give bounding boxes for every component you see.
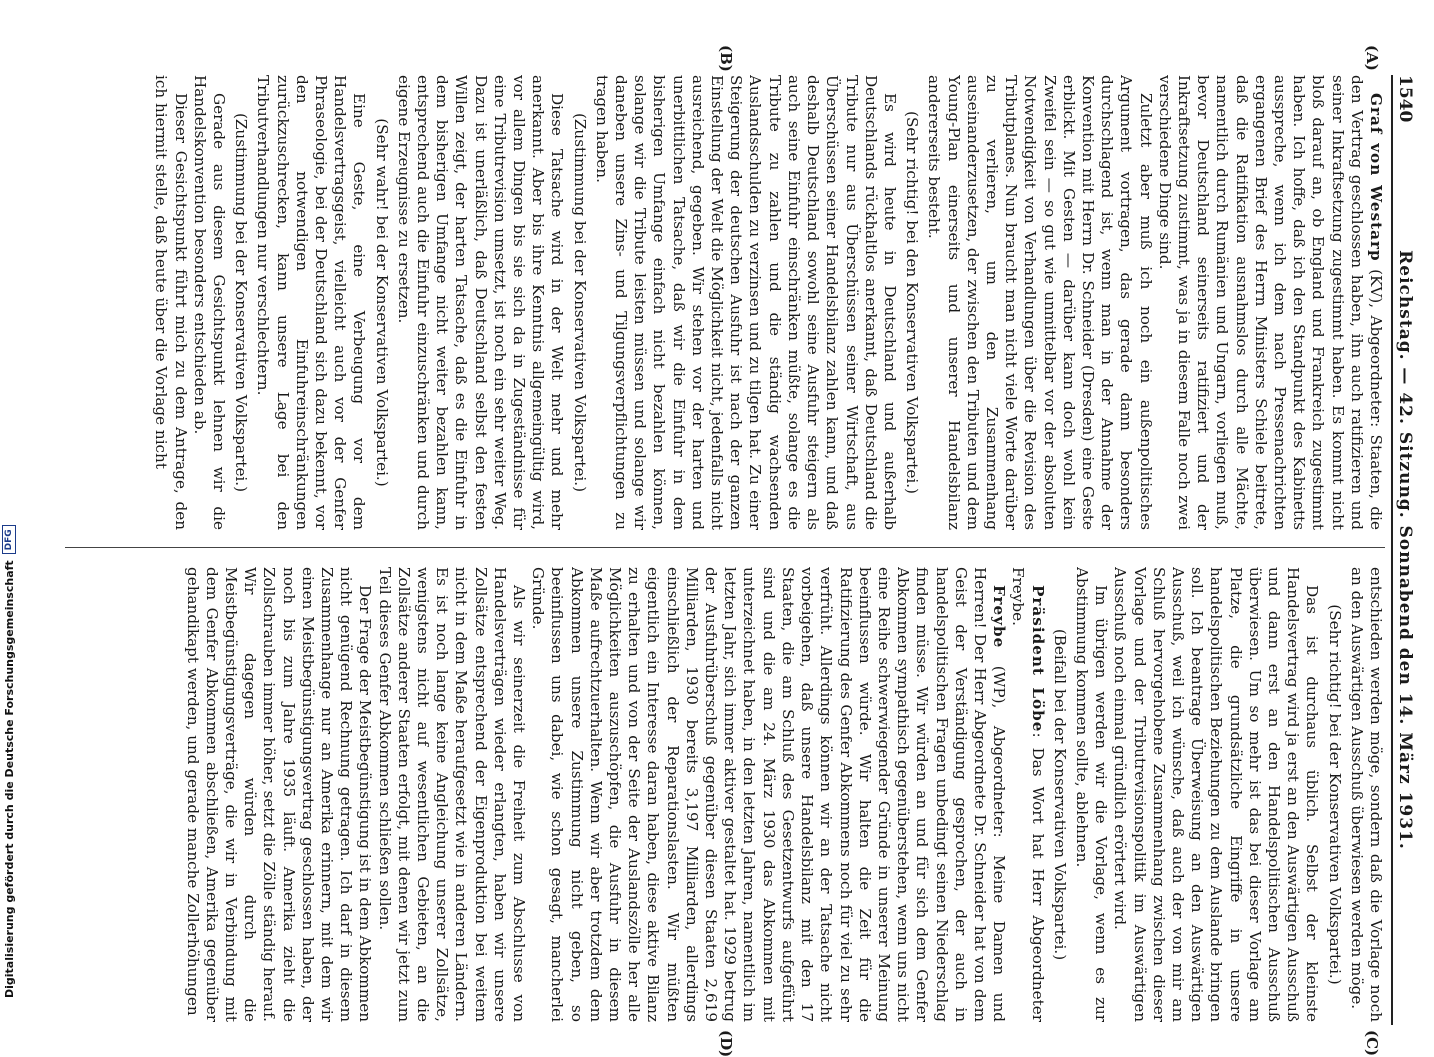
paragraph <box>1072 567 1110 1022</box>
funding-note: Digitalisierung gefördert durch die Deutsche Forschungsgemeinschaft <box>2 560 16 998</box>
right-column <box>45 567 1385 1022</box>
paragraph <box>592 75 899 530</box>
paragraph-text: Zuletzt aber muß ich noch ein außenpolitisches Argument vortragen, das gerade dann besonders durchschlagend ist, wenn man in der Annahme der Konvention mit Herrn Dr. Schneider (Dresden) eine Geste erblickt. Mit Gesten — darüber kann doch wohl kein Zweifel sein — so gut wie unmittelbar vor der absoluten Notwendigkeit von Verhandlungen über die Revision des Tributplanes. Nun braucht man nicht viele Worte darüber zu verlieren, um den Zusammenhang auseinanderzusetzen, der zwischen den Tributen und dem Young-Plan einerseits und unserer Handelsbilanz andererseits besteht. <box>925 75 1155 530</box>
paragraph-text: Im übrigen werden wir die Vorlage, wenn es zur Abstimmung kommen sollte, ablehnen. <box>1072 567 1111 1022</box>
paragraph-text: Es wird heute in Deutschland und außerhalb Deutschlands rückhaltlos anerkannt, daß Deutschland die Tribute nur aus Überschüssen seiner Wirtschaft, aus Überschüssen seiner Handelsbilanz zahlen kann, und daß deshalb Deutschland sowohl seine Ausfuhr steigern als auch seine Einfuhr einschränken müßte, solange es die Tribute zu zahlen und die ständig wachsenden Auslandsschulden zu verzinsen und zu tilgen hat. Zu einer Steigerung der deutschen Ausfuhr ist nach der ganzen Einstellung der Welt die Möglichkeit nicht, jedenfalls nicht ausreichend, gegeben. Wir stehen vor der harten und unerbittlichen Tatsache, daß wir die Einfuhr in dem bisherigen Umfange einfach nicht bezahlen können, solange wir die Tribute leisten müssen und solange wir daneben unsere Zins- und Tilgungsverpflichtungen zu tragen haben. <box>592 75 899 530</box>
paragraph-text: Diese Tatsache wird in der Welt mehr und mehr anerkannt. Aber bis ihre Kenntnis allgemeingültig wird, vor allem Dingen bis sie sich da in Zugeständnisse für eine Tributrevision umsetzt, ist noch ein sehr weiter Weg. Dazu ist unerläßlich, daß Deutschland selbst den festen Willen zeigt, der harten Tatsache, daß es die Einfuhr in dem bisherigen Umfange nicht weiter bezahlen kann, entsprechend auch die Einfuhr einzuschränken und durch eigene Erzeugnisse zu ersetzen. <box>394 75 567 530</box>
paragraph-text: Eine Geste, eine Verbeugung vor dem Handelsvertragsgeist, vielleicht auch vor der Genfer Phraseologie, bei der Deutschland sich dazu bekennt, vor den notwendigen Einfuhreinschränkungen zurückzuschrecken, kann unsere Lage bei den Tributverhandlungen nur verschlechtern. <box>254 75 369 530</box>
paragraph-text: Als wir seinerzeit die Freiheit zum Abschlusse von Handelsverträgen wieder erlangten, haben wir unsere Zollsätze entsprechend der Eigenproduktion bei weitem nicht in dem Maße heraufgesetzt wie in anderen Ländern. Es ist noch lange keine Angleichung unserer Zollsätze, wenigstens nicht auf wesentlichen Gebieten, an die Zollsätze anderer Staaten erfolgt, mit denen wir jetzt zum Teil dieses Genfer Abkommen schließen sollen. <box>375 567 529 1022</box>
paragraph <box>924 75 1154 530</box>
paragraph <box>1155 75 1385 530</box>
interjection: (Sehr richtig! bei der Konservativen Volkspartei.) <box>1325 604 1344 985</box>
paragraph <box>190 75 228 530</box>
interjection: (Sehr richtig! bei den Konservativen Volkspartei.) <box>903 111 922 494</box>
margin-mark-c: (C) <box>1363 1030 1381 1057</box>
dfg-logo: DFG <box>2 525 16 554</box>
paragraph <box>1347 567 1385 1022</box>
paragraph-text: Der Frage der Meistbegünstigung ist in dem Abkommen nicht genügend Rechnung getragen. Ich darf in diesem Zusammenhange nur an Amerika erinnern, mit dem wir einen Meistbegünstigungsvertrag geschlossen haben, der noch bis zum Jahre 1935 läuft. Amerika zieht die Zollschrauben immer höher, setzt die Zölle ständig herauf. Wir dagegen würden durch die Meistbegünstigungsverträge, die wir in Verbindung mit dem Genfer Abkommen abschließen, Amerika gegenüber gehandikapt werden, und gerade manche Zollerhöhungen <box>183 567 375 1022</box>
margin-mark-b: (B) <box>717 45 735 72</box>
page-number: 1540 <box>1395 75 1415 123</box>
rotated-page <box>35 45 1415 1057</box>
speaker-name: Freybe <box>990 585 1009 649</box>
paragraph <box>374 567 528 1022</box>
left-column <box>45 75 1385 530</box>
interjection: (Zustimmung bei der Konservativen Volkspartei.) <box>570 112 589 493</box>
paragraph-text: Gerade aus diesem Gesichtspunkt lehnen wir die Handelskonvention besonders entschieden ab. <box>190 75 229 530</box>
paragraph-text: Dieser Gesichtspunkt führt mich zu dem Antrage, den ich hiermit stelle, daß heute über die Vorlage nicht <box>152 75 190 530</box>
paragraph-text: : Das Wort hat Herr Abgeordneter Freybe. <box>1009 567 1047 1022</box>
paragraph <box>1008 567 1046 1022</box>
speaker-name: Präsident Löbe <box>1028 585 1047 733</box>
paragraph-text: Das ist durchaus üblich. Selbst der kleinste Handelsvertrag wird ja erst an den Auswärtigen Ausschuß und dann erst an den Handelspolitischen Ausschuß überwiesen. Um so mehr ist das bei dieser Vorlage am Platze, die grundsätzliche Eingriffe in unsere handelspolitischen Beziehungen zu dem Auslande bringen soll. Ich beantrage Überweisung an den Auswärtigen Ausschuß, weil ich wünsche, daß auch der von mir am Schluß hervorgehobene Zusammenhang zwischen dieser Vorlage und der Tributrevisionspolitik im Auswärtigen Ausschuß noch einmal gründlich erörtert wird. <box>1111 567 1322 1022</box>
paragraph <box>151 75 189 530</box>
paragraph <box>394 75 567 530</box>
interjection: (Sehr wahr! bei der Konservativen Volkspartei.) <box>372 118 391 487</box>
paragraph <box>528 567 1008 1022</box>
page-title: Reichstag. — 42. Sitzung. Sonnabend den 14. März 1931. <box>1395 250 1415 850</box>
interjection: (Beifall bei der Konservativen Volkspartei.) <box>1050 628 1069 961</box>
margin-mark-d: (D) <box>717 1030 735 1057</box>
paragraph-text: (WP), Abgeordneter: Meine Damen und Herren! Der Herr Abgeordnete Dr. Schneider hat von dem Geist der Verständigung gesprochen, der auch in handelspolitischen Fragen unbedingt seinen Niederschlag finden müsse. Wir würden an und für sich dem Genfer Abkommen sympathisch gegenüberstehen, wenn uns nicht eine Reihe schwerwiegender Gründe in unserer Meinung beeinflussen würde. Wir halten die Zeit für die Ratifizierung des Genfer Abkommens noch für viel zu sehr verfrüht. Allerdings können wir an der Tatsache nicht vorbeigehen, daß unsere Handelsbilanz mit den 17 Staaten, die am Schluß des Gesetzentwurfs aufgeführt sind und die am 24. März 1930 das Abkommen mit unterzeichnet haben, in den letzten Jahren, namentlich im letzten Jahr, sich immer aktiver gestaltet hat. 1929 betrug der Ausfuhrüberschuß gegenüber diesen Staaten 2,619 Milliarden, 1930 bereits 3,197 Milliarden, allerdings einschließlich der Reparationslasten. Wir müßten eigentlich ein Interesse daran haben, diese aktive Bilanz zu erhalten und von der Seite der Auslandszölle her alle Möglichkeiten auszuschöpfen, die Ausfuhr in diesem Maße aufrechtzuerhalten. Wenn wir aber trotzdem dem Abkommen unsere Zustimmung nicht geben, so beeinflussen uns dabei, wie schon gesagt, mancherlei Gründe. <box>529 567 1009 1022</box>
column-divider <box>65 547 1385 548</box>
paragraph <box>182 567 374 1022</box>
paragraph-text: (KV), Abgeordneter: Staaten, die den Vertrag geschlossen haben, ihn auch ratifizieren und seiner Inkraftsetzung zugestimmt haben. Es kommt nicht bloß darauf an, ob England und Frankreich zugestimmt haben. Ich hoffe, daß ich den Standpunkt des Kabinetts ausspreche, wenn ich dem nach Pressenachrichten ergangenen Brief des Herrn Ministers Schiele beitrete, daß die Ratifikation ausnahmslos durch alle Mächte, namentlich durch Rumänien und Ungarn, vorliegen muß, bevor Deutschland seinerseits ratifiziert und der Inkraftsetzung zustimmt, was ja in diesem Falle noch zwei verschiedene Dinge sind. <box>1155 75 1385 530</box>
speaker-name: Graf von Westarp <box>1367 93 1385 262</box>
interjection: (Zustimmung bei der Konservativen Volkspartei.) <box>232 112 251 493</box>
margin-mark-a: (A) <box>1363 45 1381 71</box>
page-header <box>1391 75 1415 1025</box>
paragraph-text: entschieden werden möge, sondern daß die Vorlage noch an den Auswärtigen Ausschuß überwiesen werden möge. <box>1347 567 1385 1022</box>
paragraph <box>1110 567 1321 1022</box>
paragraph <box>253 75 368 530</box>
footer-credit <box>2 0 16 998</box>
